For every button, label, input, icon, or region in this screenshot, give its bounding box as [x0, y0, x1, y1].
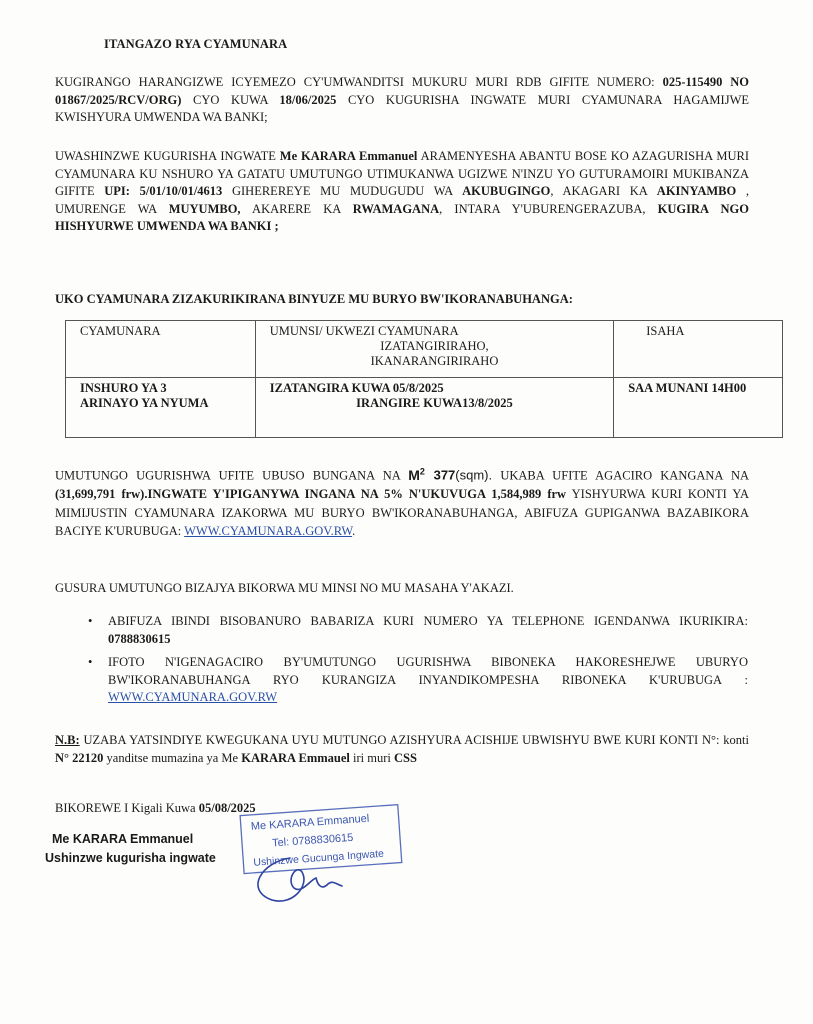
auction-schedule-table — [65, 320, 783, 438]
area-unit-letter: M — [408, 466, 420, 483]
auctioneer-text-8: KUGIRA NGO HISHYURWE UMWENDA WA BANKI ; — [55, 201, 749, 233]
row-cell-time — [614, 378, 783, 438]
intro-text-2: CYO KUWA — [181, 92, 280, 107]
intro-text-3: CYO KUGURISHA INGWATE MURI CYAMUNARA HAGAMIJWE KWISHYURA UMWENDA WA BANKI; — [55, 92, 749, 124]
area-unit-text: (sqm). — [455, 467, 493, 483]
nb-text-3: iri muri — [349, 750, 394, 765]
bullet-icon: • — [88, 614, 93, 628]
row-time-text: SAA MUNANI 14H00 — [628, 381, 747, 395]
row-auction-line-2: ARINAYO YA NYUMA — [80, 396, 209, 410]
document-title: ITANGAZO RYA CYAMUNARA — [104, 37, 288, 51]
list-item — [88, 654, 748, 707]
nb-text-1: UZABA YATSINDIYE KWEGUKANA UYU MUTUNGO AZISHYURA ACISHIJE UBWISHYU BWE KURI KONTI N°: konti — [79, 733, 749, 747]
area-unit-superscript: 2 — [419, 466, 425, 476]
header-cell-time — [614, 321, 783, 378]
decision-date: 18/06/2025 — [279, 92, 337, 107]
intro-paragraph — [55, 74, 749, 127]
auctioneer-paragraph — [55, 148, 749, 236]
nb-paragraph — [55, 732, 749, 767]
property-paragraph — [55, 462, 749, 541]
table-header-row — [66, 321, 783, 378]
list-item — [88, 613, 748, 648]
property-value: (31,699,791 frw).INGWATE Y'IPIGANYWA INGANA NA 5% N'UKUVUGA 1,584,989 frw — [55, 487, 567, 502]
village-name: AKUBUGINGO — [462, 184, 551, 198]
property-text-1: UMUTUNGO UGURISHWA UFITE UBUSO BUNGANA NA — [55, 468, 409, 483]
auctioneer-text-6: AKARERE KA — [240, 201, 353, 216]
upi-label: UPI: — [104, 184, 130, 198]
header-cell-auction — [66, 321, 256, 378]
auctioneer-text-4: , AKAGARI KA — [550, 184, 657, 198]
cyamunara-link[interactable]: WWW.CYAMUNARA.GOV.RW — [184, 524, 353, 539]
auctioneer-text-5: , UMURENGE WA — [55, 184, 750, 216]
decision-number: 025-115490 NO 01867/2025/RCV/ORG) — [55, 75, 749, 107]
stamp-line-3: Ushinzwe Gucunga Ingwate — [253, 847, 385, 869]
bank-name: CSS — [394, 750, 417, 765]
upi-number: 5/01/10/01/4613 — [139, 184, 223, 198]
section-heading: UKO CYAMUNARA ZIZAKURIKIRANA BINYUZE MU BURYO BW'IKORANABUHANGA: — [55, 292, 573, 306]
sector-name: MUYUMBO, — [168, 201, 241, 216]
nb-text-2: yanditse mumazina ya Me — [103, 750, 242, 765]
cell-name: AKINYAMBO — [656, 184, 737, 198]
stamp-and-signature — [232, 800, 412, 910]
cyamunara-link-2[interactable]: WWW.CYAMUNARA.GOV.RW — [108, 690, 278, 704]
visit-note: GUSURA UMUTUNGO BIZAJYA BIKORWA MU MINSI NO MU MASAHA Y'AKAZI. — [55, 581, 514, 595]
header-date-line-1: UMUNSI/ UKWEZI CYAMUNARA — [269, 324, 459, 338]
header-auction-text: CYAMUNARA — [80, 324, 161, 338]
header-date-line-3: IKANARANGIRIRAHO — [370, 354, 499, 368]
header-date-line-2: IZATANGIRIRAHO, — [380, 339, 489, 353]
bullet-2-text: IFOTO N'IGENAGACIRO BY'UMUTUNGO UGURISHWA BIBONEKA HAKORESHEJWE UBURYO BW'IKORANABUHANGA RYO KURANGIZA INYANDIKOMPESHA RIBONEKA K'URUBUGA : — [108, 655, 748, 687]
nb-label: N.B: — [55, 733, 80, 747]
row-auction-line-1: INSHURO YA 3 — [80, 381, 167, 395]
auctioneer-text-7: , INTARA Y'UBURENGERAZUBA, — [439, 201, 658, 216]
bullet-1-text: ABIFUZA IBINDI BISOBANURO BABARIZA KURI NUMERO YA TELEPHONE IGENDANWA IKURIKIRA: — [108, 614, 748, 628]
property-text-4: . — [352, 524, 356, 539]
info-bullet-list — [88, 613, 748, 713]
property-text-2: UKABA UFITE AGACIRO KANGANA NA — [492, 468, 749, 483]
signatory-name: Me KARARA Emmanuel — [52, 832, 194, 846]
area-unit-symbol — [408, 467, 425, 483]
auctioneer-text-3: GIHEREREYE MU MUDUGUDU WA — [222, 184, 463, 198]
property-text-3: YISHYURWA KURI KONTI YA MIMIJUSTIN CYAMUNARA IZAKORWA MU BURYO BW'IKORANABUHANGA, ABIFUZA GUPIGANWA BAZABIKORA BACIYE K'URUBUGA: — [55, 487, 749, 539]
bullet-icon: • — [88, 655, 93, 669]
header-time-text: ISAHA — [646, 324, 685, 338]
table-row — [66, 378, 783, 438]
account-number: N° 22120 — [55, 750, 104, 765]
auctioneer-text-1: UWASHINZWE KUGURISHA INGWATE — [55, 149, 280, 163]
phone-number: 0788830615 — [108, 631, 171, 646]
header-cell-date — [255, 321, 613, 378]
account-holder: KARARA Emmauel — [241, 750, 350, 765]
stamp-box — [240, 805, 402, 874]
row-cell-dates — [255, 378, 613, 438]
district-name: RWAMAGANA — [352, 201, 440, 216]
row-cell-auction — [66, 378, 256, 438]
area-value: 377 — [424, 467, 456, 483]
signatory-role: Ushinzwe kugurisha ingwate — [45, 851, 216, 865]
stamp-line-1: Me KARARA Emmanuel — [250, 812, 370, 833]
stamp-line-2: Tel: 0788830615 — [271, 831, 354, 850]
row-start-date: IZATANGIRA KUWA 05/8/2025 — [269, 381, 444, 395]
place-date-text: BIKOREWE I Kigali Kuwa — [55, 801, 199, 815]
auctioneer-name: Me KARARA Emmanuel — [279, 149, 418, 163]
issue-date: 05/08/2025 — [198, 801, 256, 815]
intro-text-1: KUGIRANGO HARANGIZWE ICYEMEZO CY'UMWANDITSI MUKURU MURI RDB GIFITE NUMERO: — [55, 75, 663, 89]
row-end-date: IRANGIRE KUWA13/8/2025 — [356, 396, 513, 410]
auctioneer-text-2: ARAMENYESHA ABANTU BOSE KO AZAGURISHA MURI CYAMUNARA KU NSHURO YA GATATU UMUTUNGO UTIMUKANWA UGIZWE N'INZU YO GUTURAMOIRI MUKIBANZA GIFITE — [55, 149, 750, 198]
